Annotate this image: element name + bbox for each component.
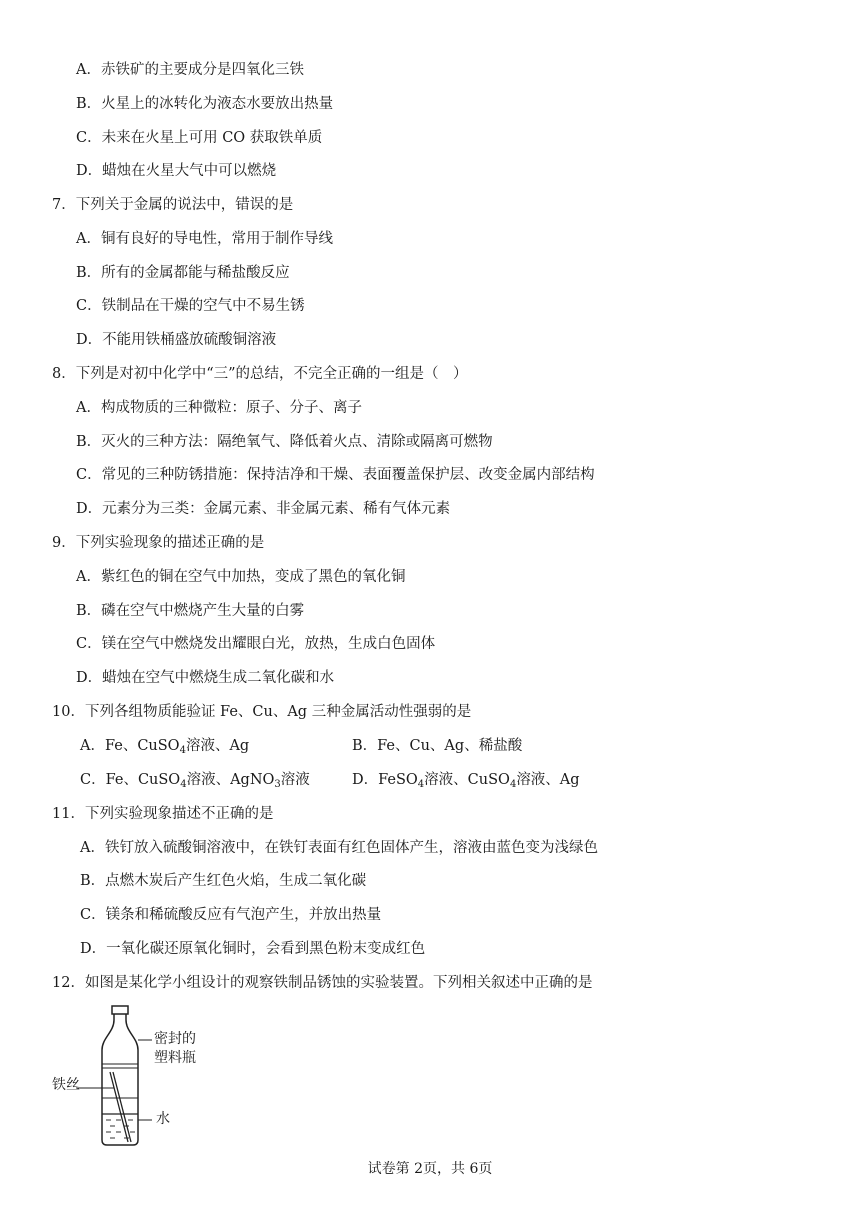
q8-option-d: D．元素分为三类：金属元素、非金属元素、稀有气体元素 bbox=[76, 501, 451, 517]
q11-option-b: B．点燃木炭后产生红色火焰，生成二氧化碳 bbox=[80, 873, 367, 889]
bottle-figure bbox=[48, 1002, 248, 1152]
q10-option-c: C．Fe、CuSO$_4$溶液、AgNO$_3$溶液 bbox=[80, 772, 310, 790]
q6-option-d: D．蜡烛在火星大气中可以燃烧 bbox=[76, 163, 277, 179]
q9-stem: 9．下列实验现象的描述正确的是 bbox=[52, 535, 265, 551]
q8-option-a: A．构成物质的三种微粒：原子、分子、离子 bbox=[76, 400, 362, 416]
label-water: 水 bbox=[156, 1111, 170, 1127]
q6-option-a: A．赤铁矿的主要成分是四氧化三铁 bbox=[76, 62, 304, 78]
q12-stem: 12．如图是某化学小组设计的观察铁制品锈蚀的实验装置。下列相关叙述中正确的是 bbox=[52, 975, 593, 991]
q9-option-a: A．紫红色的铜在空气中加热，变成了黑色的氧化铜 bbox=[76, 569, 406, 585]
q9-option-b: B．磷在空气中燃烧产生大量的白雾 bbox=[76, 603, 305, 619]
label-sealed: 密封的 bbox=[154, 1031, 196, 1047]
q6-option-c: C．未来在火星上可用 CO 获取铁单质 bbox=[76, 130, 323, 146]
label-iron-wire: 铁丝 bbox=[52, 1077, 80, 1093]
page-footer: 试卷第 2页，共 6页 bbox=[367, 1161, 493, 1177]
q6-option-b: B．火星上的冰转化为液态水要放出热量 bbox=[76, 96, 334, 112]
q10-option-a: A．Fe、CuSO$_4$溶液、Ag bbox=[80, 738, 250, 756]
q9-option-d: D．蜡烛在空气中燃烧生成二氧化碳和水 bbox=[76, 670, 335, 686]
q7-option-a: A．铜有良好的导电性，常用于制作导线 bbox=[76, 231, 333, 247]
q10-option-d: D．FeSO$_4$溶液、CuSO$_4$溶液、Ag bbox=[352, 772, 580, 790]
q7-option-c: C．铁制品在干燥的空气中不易生锈 bbox=[76, 298, 305, 314]
q7-stem: 7．下列关于金属的说法中，错误的是 bbox=[52, 197, 294, 213]
q10-stem: 10．下列各组物质能验证 Fe、Cu、Ag 三种金属活动性强弱的是 bbox=[52, 704, 472, 720]
q7-option-b: B．所有的金属都能与稀盐酸反应 bbox=[76, 265, 290, 281]
q9-option-c: C．镁在空气中燃烧发出耀眼白光，放热，生成白色固体 bbox=[76, 636, 436, 652]
q11-option-d: D．一氧化碳还原氧化铜时，会看到黑色粉末变成红色 bbox=[80, 941, 426, 957]
q8-option-c: C．常见的三种防锈措施：保持洁净和干燥、表面覆盖保护层、改变金属内部结构 bbox=[76, 467, 595, 483]
q11-stem: 11．下列实验现象描述不正确的是 bbox=[52, 806, 274, 822]
q11-option-c: C．镁条和稀硫酸反应有气泡产生，并放出热量 bbox=[80, 907, 382, 923]
q8-stem: 8．下列是对初中化学中“三”的总结，不完全正确的一组是（ ） bbox=[52, 366, 468, 382]
q11-option-a: A．铁钉放入硫酸铜溶液中，在铁钉表面有红色固体产生，溶液由蓝色变为浅绿色 bbox=[80, 840, 598, 856]
q8-option-b: B．灭火的三种方法：隔绝氧气、降低着火点、清除或隔离可燃物 bbox=[76, 434, 493, 450]
q10-option-b: B．Fe、Cu、Ag、稀盐酸 bbox=[352, 738, 523, 754]
q7-option-d: D．不能用铁桶盛放硫酸铜溶液 bbox=[76, 332, 277, 348]
label-plastic-bottle: 塑料瓶 bbox=[154, 1050, 196, 1066]
